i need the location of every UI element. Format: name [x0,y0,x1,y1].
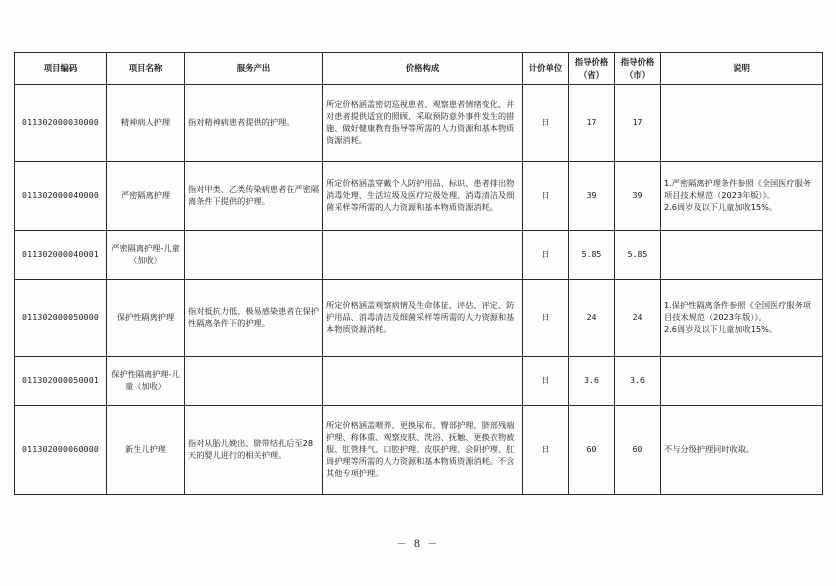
item-price-city: 39 [615,162,661,231]
item-price-province: 17 [569,85,615,162]
item-price-city: 5.85 [615,231,661,280]
item-name: 新生儿护理 [107,406,185,495]
item-price-province: 60 [569,406,615,495]
header-name: 项目名称 [107,53,185,85]
header-unit: 计价单位 [523,53,569,85]
item-code: 011302000040001 [15,231,107,280]
header-code: 项目编码 [15,53,107,85]
item-price-province: 39 [569,162,615,231]
item-price-city: 60 [615,406,661,495]
item-composition: 所定价格涵盖穿戴个人防护用品、标识、患者排出物消毒处理、生活垃圾及医疗垃圾处理、消毒清洁及细菌采样等所需的人力资源和基本物质资源消耗。 [323,162,523,231]
price-table [14,52,823,495]
item-name: 严密隔离护理-儿童（加收） [107,231,185,280]
item-note [661,85,823,162]
header-note: 说明 [661,53,823,85]
item-name: 保护性隔离护理-儿童（加收） [107,357,185,406]
header-row [15,53,823,85]
item-code: 011302000030000 [15,85,107,162]
item-composition: 所定价格涵盖密切巡视患者、观察患者情绪变化、并对患者提供适宜的照顾、采取预防意外事件发生的措施、做好健康教育指导等所需的人力资源和基本物质资源消耗。 [323,85,523,162]
item-composition: 所定价格涵盖观察病情及生命体征、评估、评定、防护用品、消毒清洁及细菌采样等所需的人力资源和基本物质资源消耗。 [323,280,523,357]
table-row [15,280,823,357]
item-price-city: 3.6 [615,357,661,406]
item-composition [323,357,523,406]
table-row [15,162,823,231]
item-service [185,231,323,280]
item-code: 011302000060000 [15,406,107,495]
item-name: 保护性隔离护理 [107,280,185,357]
item-note [661,231,823,280]
item-unit: 日 [523,406,569,495]
item-price-province: 5.85 [569,231,615,280]
page-number: － 8 － [396,539,440,550]
item-unit: 日 [523,357,569,406]
item-name: 严密隔离护理 [107,162,185,231]
item-unit: 日 [523,162,569,231]
item-note [661,357,823,406]
item-service: 指对甲类、乙类传染病患者在严密隔离条件下提供的护理。 [185,162,323,231]
header-price-city: 指导价格（市） [615,53,661,85]
table-row [15,85,823,162]
item-service: 指对抵抗力低、极易感染患者在保护性隔离条件下的护理。 [185,280,323,357]
header-service: 服务产出 [185,53,323,85]
item-price-city: 17 [615,85,661,162]
item-service: 指对精神病患者提供的护理。 [185,85,323,162]
item-service [185,357,323,406]
item-composition [323,231,523,280]
table-row [15,231,823,280]
item-code: 011302000050001 [15,357,107,406]
item-note: 1.保护性隔离条件参照《全国医疗服务项目技术规范（2023年版）》。 2.6周岁及以下儿童加收15%。 [661,280,823,357]
item-unit: 日 [523,231,569,280]
item-code: 011302000050000 [15,280,107,357]
item-price-city: 24 [615,280,661,357]
item-composition: 所定价格涵盖喂养、更换尿布、臀部护理、脐部残端护理、称体重、观察皮肤、洗浴、抚触、更换衣物被服、肛管排气、口腔护理、皮肤护理、会阴护理、肛周护理等所需的人力资源和基本物质资源消耗。不含其他专项护理。 [323,406,523,495]
table-row [15,357,823,406]
item-unit: 日 [523,85,569,162]
item-price-province: 3.6 [569,357,615,406]
header-price-province: 指导价格（省） [569,53,615,85]
header-composition: 价格构成 [323,53,523,85]
item-unit: 日 [523,280,569,357]
item-note: 1.严密隔离护理条件参照《全国医疗服务项目技术规范（2023年版）》。 2.6周岁及以下儿童加收15%。 [661,162,823,231]
item-note: 不与分级护理同时收取。 [661,406,823,495]
item-code: 011302000040000 [15,162,107,231]
item-price-province: 24 [569,280,615,357]
table-row [15,406,823,495]
item-name: 精神病人护理 [107,85,185,162]
item-service: 指对从胎儿娩出、脐带结扎后至28天的婴儿进行的相关护理。 [185,406,323,495]
